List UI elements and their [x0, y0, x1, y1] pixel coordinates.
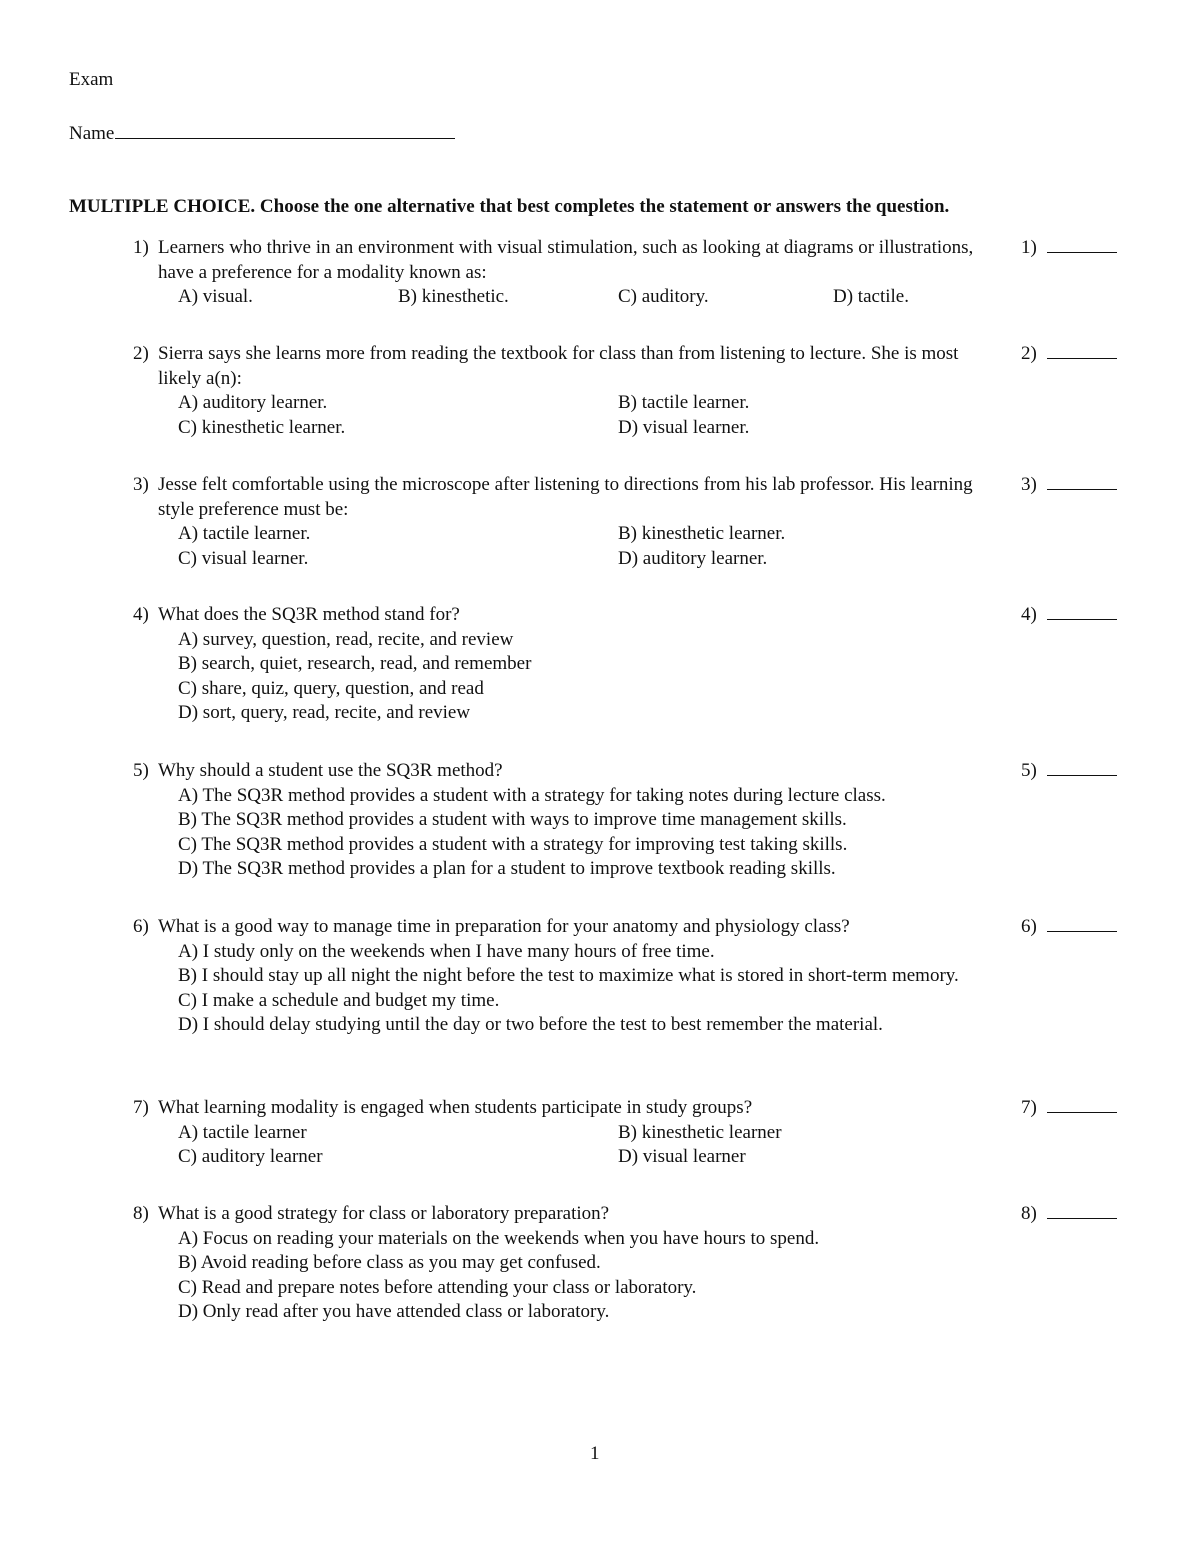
choice-a[interactable]: A) visual. — [178, 286, 253, 307]
choice-b[interactable]: B) Avoid reading before class as you may get confused. — [178, 1252, 601, 1273]
question-number: 5) — [133, 760, 149, 781]
choice-c[interactable]: C) kinesthetic learner. — [178, 416, 346, 438]
instructions: MULTIPLE CHOICE. Choose the one alternative that best completes the statement or answers the question. — [69, 196, 950, 217]
question-6 — [133, 915, 1133, 1038]
question-text: What is a good way to manage time in preparation for your anatomy and physiology class? — [158, 916, 850, 937]
answer-slot — [1021, 236, 1117, 261]
page-number: 1 — [590, 1443, 600, 1464]
choice-b[interactable]: B) tactile learner. — [618, 392, 750, 413]
choice-a[interactable]: A) Focus on reading your materials on the weekends when you have hours to spend. — [178, 1227, 820, 1249]
choice-b[interactable]: B) I should stay up all night the night before the test to maximize what is stored in short-term memory. — [178, 965, 959, 986]
choices — [178, 940, 1133, 1038]
answer-blank[interactable] — [1047, 759, 1117, 776]
choice-b[interactable]: B) The SQ3R method provides a student with ways to improve time management skills. — [178, 809, 847, 830]
choice-d[interactable]: D) visual learner. — [618, 416, 750, 438]
choice-a[interactable]: A) tactile learner. — [178, 523, 311, 544]
answer-label: 4) — [1021, 604, 1037, 625]
question-7 — [133, 1096, 1133, 1170]
choice-d[interactable]: D) tactile. — [833, 286, 909, 307]
question-text: Sierra says she learns more from reading the textbook for class than from listening to lecture. She is most likely a(n): — [158, 343, 959, 389]
answer-slot — [1021, 915, 1117, 940]
question-stem — [133, 915, 993, 940]
choice-a[interactable]: A) tactile learner — [178, 1121, 307, 1143]
question-text: What does the SQ3R method stand for? — [158, 604, 460, 625]
choice-a[interactable]: A) survey, question, read, recite, and review — [178, 628, 514, 650]
answer-slot — [1021, 1202, 1117, 1227]
choice-d[interactable]: D) visual learner — [618, 1146, 746, 1167]
answer-label: 5) — [1021, 760, 1037, 781]
question-1 — [133, 236, 1133, 310]
answer-label: 7) — [1021, 1097, 1037, 1118]
answer-label: 6) — [1021, 916, 1037, 937]
choices — [178, 784, 1133, 882]
answer-label: 1) — [1021, 237, 1037, 258]
choice-b[interactable]: B) kinesthetic. — [398, 286, 509, 307]
choice-d[interactable]: D) auditory learner. — [618, 547, 768, 569]
answer-blank[interactable] — [1047, 342, 1117, 359]
question-number: 1) — [133, 237, 149, 258]
question-number: 6) — [133, 916, 149, 937]
choice-c[interactable]: C) visual learner. — [178, 547, 309, 569]
answer-slot — [1021, 473, 1117, 498]
answer-label: 2) — [1021, 343, 1037, 364]
answer-blank[interactable] — [1047, 236, 1117, 253]
question-number: 2) — [133, 343, 149, 364]
question-stem — [133, 342, 993, 391]
choice-d[interactable]: D) The SQ3R method provides a plan for a student to improve textbook reading skills. — [178, 858, 836, 879]
answer-slot — [1021, 759, 1117, 784]
choices — [178, 628, 1133, 726]
question-number: 7) — [133, 1097, 149, 1118]
question-stem — [133, 603, 993, 628]
answer-blank[interactable] — [1047, 915, 1117, 932]
choice-c[interactable]: C) The SQ3R method provides a student with a strategy for improving test taking skills. — [178, 833, 848, 855]
question-number: 3) — [133, 474, 149, 495]
question-text: What is a good strategy for class or laboratory preparation? — [158, 1203, 610, 1224]
answer-blank[interactable] — [1047, 473, 1117, 490]
answer-slot — [1021, 603, 1117, 628]
answer-blank[interactable] — [1047, 603, 1117, 620]
question-text: Why should a student use the SQ3R method? — [158, 760, 503, 781]
choices — [178, 391, 1133, 440]
question-4 — [133, 603, 1133, 726]
choice-b[interactable]: B) kinesthetic learner. — [618, 523, 786, 544]
choices — [178, 285, 1133, 310]
question-text: Jesse felt comfortable using the microscope after listening to directions from his lab professor. His learning style preference must be: — [158, 474, 973, 520]
exam-title: Exam — [69, 69, 114, 90]
choice-d[interactable]: D) I should delay studying until the day or two before the test to best remember the material. — [178, 1014, 883, 1035]
choice-c[interactable]: C) auditory. — [618, 286, 709, 307]
choice-b[interactable]: B) search, quiet, research, read, and remember — [178, 653, 532, 674]
choices — [178, 1121, 1133, 1170]
question-text: What learning modality is engaged when students participate in study groups? — [158, 1097, 753, 1118]
choice-d[interactable]: D) sort, query, read, recite, and review — [178, 702, 471, 723]
choice-a[interactable]: A) I study only on the weekends when I have many hours of free time. — [178, 940, 715, 962]
choice-c[interactable]: C) I make a schedule and budget my time. — [178, 989, 500, 1011]
choices — [178, 522, 1133, 571]
question-text: Learners who thrive in an environment with visual stimulation, such as looking at diagrams or illustrations, have a preference for a modality known as: — [158, 237, 974, 283]
choices — [178, 1227, 1133, 1325]
question-stem — [133, 1202, 993, 1227]
question-5 — [133, 759, 1133, 882]
question-2 — [133, 342, 1133, 440]
answer-blank[interactable] — [1047, 1202, 1117, 1219]
answer-label: 8) — [1021, 1203, 1037, 1224]
question-8 — [133, 1202, 1133, 1325]
choice-d[interactable]: D) Only read after you have attended class or laboratory. — [178, 1301, 610, 1322]
choice-c[interactable]: C) share, quiz, query, question, and read — [178, 677, 484, 699]
choice-a[interactable]: A) The SQ3R method provides a student with a strategy for taking notes during lecture class. — [178, 784, 886, 806]
choice-b[interactable]: B) kinesthetic learner — [618, 1121, 782, 1143]
question-number: 4) — [133, 604, 149, 625]
answer-blank[interactable] — [1047, 1096, 1117, 1113]
question-number: 8) — [133, 1203, 149, 1224]
question-stem — [133, 759, 993, 784]
answer-slot — [1021, 342, 1117, 367]
name-label: Name — [69, 123, 115, 144]
choice-c[interactable]: C) auditory learner — [178, 1146, 323, 1167]
question-stem — [133, 236, 993, 285]
choice-a[interactable]: A) auditory learner. — [178, 392, 328, 413]
question-stem — [133, 1096, 993, 1121]
question-stem — [133, 473, 993, 522]
name-row — [69, 120, 455, 146]
name-blank-line[interactable] — [115, 120, 455, 139]
answer-slot — [1021, 1096, 1117, 1121]
question-3 — [133, 473, 1133, 571]
choice-c[interactable]: C) Read and prepare notes before attending your class or laboratory. — [178, 1276, 697, 1298]
answer-label: 3) — [1021, 474, 1037, 495]
